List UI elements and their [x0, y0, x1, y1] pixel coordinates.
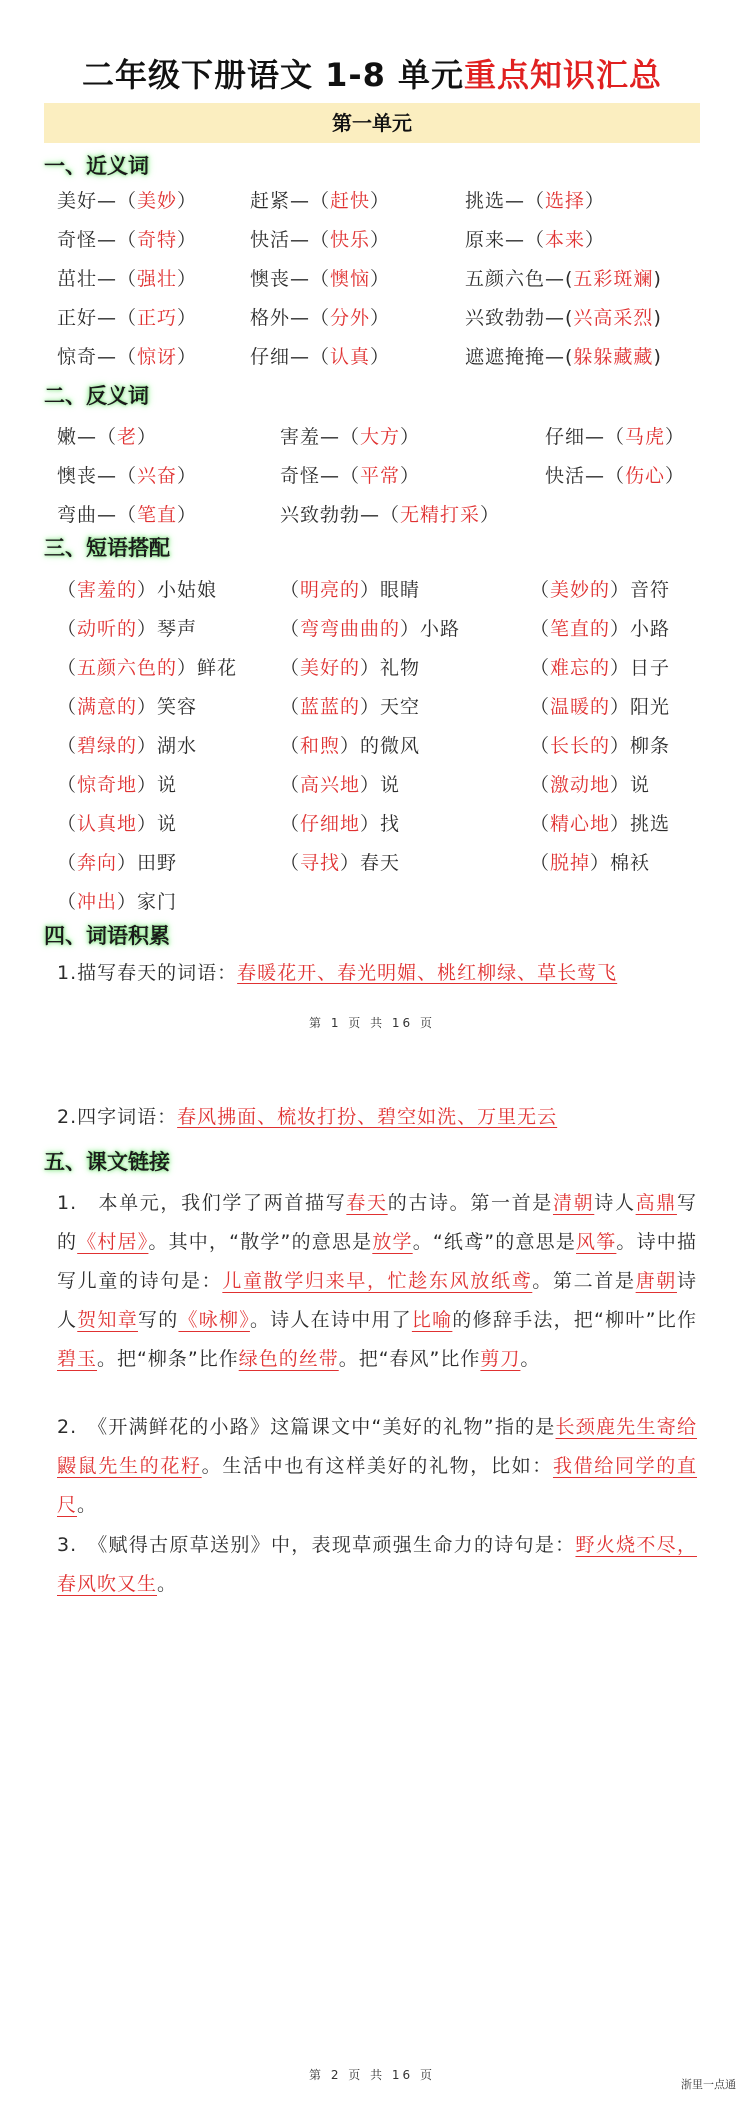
phrases-row — [0, 730, 744, 762]
paragraph-answer: 贺知章 — [77, 1309, 138, 1331]
phrases-answer: 碧绿的 — [77, 735, 138, 757]
title-highlight: 重点知识汇总 — [464, 56, 663, 94]
phrases-suffix: ）小路 — [400, 618, 461, 640]
synonyms-entry — [57, 302, 197, 334]
paragraph-text: 写的 — [137, 1309, 179, 1331]
antonyms-word: 奇怪—（ — [280, 465, 361, 487]
phrases-word: （ — [57, 657, 78, 679]
synonyms-entry — [250, 224, 390, 256]
antonyms-suffix: ） — [665, 426, 686, 448]
antonyms-entry — [545, 421, 685, 453]
antonyms-word: 仔细—（ — [545, 426, 626, 448]
phrases-suffix: ）音符 — [610, 579, 671, 601]
phrases-suffix: ）礼物 — [360, 657, 421, 679]
synonyms-row — [0, 341, 744, 373]
antonyms-suffix: ） — [665, 465, 686, 487]
section-heading-links: 五、课文链接 — [44, 1150, 170, 1174]
synonyms-suffix: ） — [585, 229, 606, 251]
paragraph-answer: 比喻 — [411, 1309, 453, 1331]
synonyms-row — [0, 263, 744, 295]
synonyms-entry — [57, 224, 197, 256]
section-heading-phrases: 三、短语搭配 — [44, 536, 170, 560]
phrases-word: （ — [530, 618, 551, 640]
synonyms-word: 五颜六色—( — [465, 268, 574, 290]
synonyms-suffix: ) — [653, 346, 662, 368]
phrases-entry — [57, 847, 177, 879]
synonyms-suffix: ） — [370, 307, 391, 329]
synonyms-answer: 惊讶 — [137, 346, 178, 368]
paragraph-text: 。 — [520, 1348, 541, 1370]
synonyms-suffix: ） — [585, 190, 606, 212]
phrases-word: （ — [280, 657, 301, 679]
phrases-word: （ — [57, 579, 78, 601]
antonyms-answer: 笔直 — [137, 504, 178, 526]
phrases-entry — [280, 574, 420, 606]
phrases-word: （ — [530, 813, 551, 835]
synonyms-answer: 美妙 — [137, 190, 178, 212]
synonyms-entry — [250, 302, 390, 334]
synonyms-answer: 选择 — [545, 190, 586, 212]
synonyms-entry — [57, 341, 197, 373]
watermark: 浙里一点通 — [681, 2078, 736, 2091]
phrases-row — [0, 847, 744, 879]
synonyms-suffix: ） — [177, 268, 198, 290]
phrases-entry — [57, 808, 177, 840]
synonyms-suffix: ） — [370, 190, 391, 212]
synonyms-suffix: ) — [653, 268, 662, 290]
antonyms-suffix: ） — [400, 426, 421, 448]
synonyms-suffix: ） — [177, 346, 198, 368]
phrases-answer: 奔向 — [77, 852, 118, 874]
antonyms-answer: 马虎 — [625, 426, 666, 448]
synonyms-word: 遮遮掩掩—( — [465, 346, 574, 368]
synonyms-answer: 分外 — [330, 307, 371, 329]
synonyms-answer: 五彩斑斓 — [573, 268, 654, 290]
synonyms-suffix: ） — [177, 229, 198, 251]
paragraph-answer: 野火烧不尽，春风吹又生 — [57, 1534, 697, 1595]
phrases-suffix: ）日子 — [610, 657, 671, 679]
phrases-entry — [530, 691, 670, 723]
synonyms-answer: 躲躲藏藏 — [573, 346, 654, 368]
accumulation-item-1-label: 1.描写春天的词语： — [57, 962, 238, 984]
paragraph-text: 。诗中描写儿童的诗句是： — [57, 1231, 697, 1292]
antonyms-row — [0, 421, 744, 453]
phrases-answer: 五颜六色的 — [77, 657, 178, 679]
antonyms-word: 懊丧—（ — [57, 465, 138, 487]
phrases-entry — [530, 613, 670, 645]
synonyms-answer: 赶快 — [330, 190, 371, 212]
phrases-row — [0, 769, 744, 801]
phrases-word: （ — [57, 774, 78, 796]
phrases-suffix: ）说 — [610, 774, 651, 796]
phrases-suffix: ）湖水 — [137, 735, 198, 757]
phrases-suffix: ）挑选 — [610, 813, 671, 835]
synonyms-entry — [465, 185, 605, 217]
synonyms-answer: 强壮 — [137, 268, 178, 290]
phrases-answer: 美好的 — [300, 657, 361, 679]
phrases-entry — [280, 847, 400, 879]
phrases-word: （ — [530, 696, 551, 718]
paragraph-1 — [57, 1184, 697, 1379]
phrases-answer: 仔细地 — [300, 813, 361, 835]
paragraph-answer: 碧玉 — [57, 1348, 98, 1370]
paragraph-answer: 风筝 — [576, 1231, 617, 1253]
paragraph-text: 3. 《赋得古原草送别》中，表现草顽强生命力的诗句是： — [57, 1534, 576, 1556]
phrases-entry — [57, 730, 197, 762]
paragraph-answer: 《咏柳》 — [178, 1309, 250, 1331]
accumulation-item-1 — [57, 958, 617, 985]
phrases-answer: 和煦 — [300, 735, 341, 757]
paragraph-text: 2. 《开满鲜花的小路》这篇课文中“美好的礼物”指的是 — [57, 1416, 556, 1438]
synonyms-row — [0, 224, 744, 256]
paragraph-text: 写的 — [57, 1192, 697, 1253]
phrases-answer: 满意的 — [77, 696, 138, 718]
synonyms-answer: 快乐 — [330, 229, 371, 251]
antonyms-entry — [57, 499, 197, 531]
antonyms-entry — [280, 460, 420, 492]
page-2 — [0, 1050, 744, 2104]
synonyms-suffix: ） — [177, 190, 198, 212]
phrases-suffix: ）柳条 — [610, 735, 671, 757]
antonyms-suffix: ） — [137, 426, 158, 448]
synonyms-word: 美好—（ — [57, 190, 138, 212]
phrases-word: （ — [280, 579, 301, 601]
phrases-entry — [530, 769, 650, 801]
phrases-entry — [530, 652, 670, 684]
antonyms-row — [0, 460, 744, 492]
paragraph-text: 。生活中也有这样美好的礼物，比如： — [201, 1455, 553, 1477]
synonyms-entry — [465, 263, 662, 295]
antonyms-answer: 伤心 — [625, 465, 666, 487]
antonyms-word: 弯曲—（ — [57, 504, 138, 526]
phrases-answer: 脱掉 — [550, 852, 591, 874]
phrases-entry — [280, 769, 400, 801]
phrases-word: （ — [280, 852, 301, 874]
antonyms-answer: 兴奋 — [137, 465, 178, 487]
synonyms-word: 原来—（ — [465, 229, 546, 251]
phrases-suffix: ）眼睛 — [360, 579, 421, 601]
phrases-word: （ — [57, 696, 78, 718]
phrases-row — [0, 574, 744, 606]
phrases-entry — [530, 808, 670, 840]
phrases-suffix: ）的微风 — [340, 735, 421, 757]
paragraph-answer: 《村居》 — [77, 1231, 149, 1253]
phrases-answer: 惊奇地 — [77, 774, 138, 796]
antonyms-answer: 大方 — [360, 426, 401, 448]
phrases-suffix: ）找 — [360, 813, 401, 835]
synonyms-entry — [250, 263, 390, 295]
antonyms-row — [0, 499, 744, 531]
phrases-suffix: ）鲜花 — [177, 657, 238, 679]
paragraph-answer: 清朝 — [552, 1192, 595, 1214]
phrases-suffix: ）琴声 — [137, 618, 198, 640]
synonyms-word: 兴致勃勃—( — [465, 307, 574, 329]
phrases-word: （ — [530, 579, 551, 601]
phrases-answer: 寻找 — [300, 852, 341, 874]
paragraph-3 — [57, 1526, 697, 1604]
synonyms-suffix: ) — [653, 307, 662, 329]
phrases-entry — [530, 847, 650, 879]
phrases-answer: 害羞的 — [77, 579, 138, 601]
antonyms-entry — [280, 499, 500, 531]
phrases-answer: 高兴地 — [300, 774, 361, 796]
phrases-word: （ — [280, 618, 301, 640]
paragraph-text: 。其中，“散学”的意思是 — [148, 1231, 373, 1253]
title-main: 二年级下册语文 1-8 单元 — [81, 56, 465, 94]
phrases-entry — [57, 613, 197, 645]
paragraph-text: 诗人 — [57, 1270, 697, 1331]
paragraph-text: 。 — [157, 1573, 178, 1595]
phrases-word: （ — [57, 813, 78, 835]
phrases-word: （ — [280, 696, 301, 718]
phrases-word: （ — [280, 735, 301, 757]
phrases-word: （ — [57, 891, 78, 913]
paragraph-text: 的修辞手法，把“柳叶”比作 — [452, 1309, 697, 1331]
paragraph-text: 。“纸鸢”的意思是 — [412, 1231, 577, 1253]
antonyms-entry — [545, 460, 685, 492]
synonyms-word: 格外—（ — [250, 307, 331, 329]
synonyms-suffix: ） — [370, 268, 391, 290]
phrases-suffix: ）家门 — [117, 891, 178, 913]
synonyms-word: 挑选—（ — [465, 190, 546, 212]
synonyms-word: 快活—（ — [250, 229, 331, 251]
antonyms-word: 快活—（ — [545, 465, 626, 487]
paragraph-text: 。第二首是 — [532, 1270, 636, 1292]
phrases-word: （ — [530, 657, 551, 679]
synonyms-answer: 认真 — [330, 346, 371, 368]
phrases-suffix: ）小路 — [610, 618, 671, 640]
phrases-answer: 弯弯曲曲的 — [300, 618, 401, 640]
phrases-answer: 动听的 — [77, 618, 138, 640]
paragraph-answer: 高鼎 — [635, 1192, 677, 1214]
phrases-entry — [280, 691, 420, 723]
phrases-row — [0, 886, 744, 918]
synonyms-suffix: ） — [370, 229, 391, 251]
antonyms-answer: 无精打采 — [400, 504, 481, 526]
phrases-suffix: ）说 — [137, 774, 178, 796]
phrases-answer: 长长的 — [550, 735, 611, 757]
phrases-entry — [530, 730, 670, 762]
antonyms-entry — [57, 421, 157, 453]
phrases-answer: 激动地 — [550, 774, 611, 796]
phrases-row — [0, 691, 744, 723]
antonyms-word: 害羞—（ — [280, 426, 361, 448]
synonyms-answer: 正巧 — [137, 307, 178, 329]
phrases-suffix: ）棉袄 — [590, 852, 651, 874]
page-footer: 第 1 页 共 16 页 — [309, 1016, 435, 1030]
phrases-entry — [57, 691, 197, 723]
phrases-suffix: ）笑容 — [137, 696, 198, 718]
phrases-answer: 冲出 — [77, 891, 118, 913]
page-footer: 第 2 页 共 16 页 — [309, 2068, 435, 2082]
paragraph-text: 1. 本单元，我们学了两首描写 — [57, 1192, 347, 1214]
phrases-answer: 温暖的 — [550, 696, 611, 718]
synonyms-answer: 兴高采烈 — [573, 307, 654, 329]
unit-banner: 第一单元 — [44, 103, 700, 143]
paragraph-answer: 绿色的丝带 — [238, 1348, 339, 1370]
phrases-suffix: ）天空 — [360, 696, 421, 718]
page-1 — [0, 0, 744, 1050]
antonyms-answer: 老 — [117, 426, 138, 448]
document-title — [0, 50, 744, 96]
phrases-answer: 难忘的 — [550, 657, 611, 679]
phrases-entry — [530, 574, 670, 606]
synonyms-suffix: ） — [177, 307, 198, 329]
antonyms-suffix: ） — [480, 504, 501, 526]
phrases-suffix: ）小姑娘 — [137, 579, 218, 601]
synonyms-entry — [465, 341, 662, 373]
synonyms-row — [0, 185, 744, 217]
paragraph-text: 。把“春风”比作 — [338, 1348, 481, 1370]
synonyms-word: 仔细—（ — [250, 346, 331, 368]
phrases-entry — [280, 808, 400, 840]
paragraph-answer: 长颈鹿先生寄给鼹鼠先生的花籽 — [57, 1416, 697, 1477]
phrases-answer: 笔直的 — [550, 618, 611, 640]
paragraph-2 — [57, 1408, 697, 1525]
synonyms-entry — [465, 302, 662, 334]
section-heading-synonyms: 一、近义词 — [44, 154, 149, 178]
phrases-answer: 蓝蓝的 — [300, 696, 361, 718]
paragraph-answer: 春天 — [346, 1192, 388, 1214]
phrases-entry — [57, 574, 217, 606]
phrases-suffix: ）阳光 — [610, 696, 671, 718]
phrases-answer: 认真地 — [77, 813, 138, 835]
accumulation-item-2-answer: 春风拂面、梳妆打扮、碧空如洗、万里无云 — [177, 1106, 558, 1128]
synonyms-word: 懊丧—（ — [250, 268, 331, 290]
phrases-entry — [280, 730, 420, 762]
phrases-suffix: ）说 — [137, 813, 178, 835]
synonyms-suffix: ） — [370, 346, 391, 368]
phrases-entry — [280, 613, 460, 645]
synonyms-entry — [250, 185, 390, 217]
paragraph-answer: 唐朝 — [635, 1270, 677, 1292]
paragraph-answer: 我借给同学的直尺 — [57, 1455, 697, 1516]
phrases-word: （ — [57, 618, 78, 640]
section-heading-antonyms: 二、反义词 — [44, 384, 149, 408]
phrases-answer: 美妙的 — [550, 579, 611, 601]
paragraph-answer: 放学 — [372, 1231, 413, 1253]
phrases-row — [0, 652, 744, 684]
synonyms-word: 惊奇—（ — [57, 346, 138, 368]
paragraph-answer: 剪刀 — [480, 1348, 521, 1370]
section-heading-accumulation: 四、词语积累 — [44, 924, 170, 948]
synonyms-row — [0, 302, 744, 334]
synonyms-entry — [57, 185, 197, 217]
antonyms-answer: 平常 — [360, 465, 401, 487]
antonyms-suffix: ） — [177, 465, 198, 487]
phrases-entry — [57, 652, 237, 684]
paragraph-text: 诗人 — [594, 1192, 636, 1214]
antonyms-suffix: ） — [400, 465, 421, 487]
synonyms-word: 奇怪—（ — [57, 229, 138, 251]
paragraph-text: 。诗人在诗中用了 — [249, 1309, 412, 1331]
phrases-word: （ — [530, 774, 551, 796]
phrases-answer: 精心地 — [550, 813, 611, 835]
antonyms-entry — [280, 421, 420, 453]
paragraph-answer: 儿童散学归来早，忙趁东风放纸鸢 — [222, 1270, 533, 1292]
phrases-word: （ — [280, 813, 301, 835]
synonyms-entry — [465, 224, 605, 256]
antonyms-word: 兴致勃勃—（ — [280, 504, 401, 526]
phrases-word: （ — [57, 735, 78, 757]
synonyms-word: 正好—（ — [57, 307, 138, 329]
phrases-suffix: ）田野 — [117, 852, 178, 874]
synonyms-answer: 本来 — [545, 229, 586, 251]
synonyms-word: 茁壮—（ — [57, 268, 138, 290]
paragraph-text: 的古诗。第一首是 — [387, 1192, 553, 1214]
phrases-word: （ — [530, 852, 551, 874]
phrases-suffix: ）说 — [360, 774, 401, 796]
phrases-answer: 明亮的 — [300, 579, 361, 601]
antonyms-suffix: ） — [177, 504, 198, 526]
phrases-row — [0, 613, 744, 645]
accumulation-item-2-label: 2.四字词语： — [57, 1106, 178, 1128]
synonyms-word: 赶紧—（ — [250, 190, 331, 212]
phrases-word: （ — [57, 852, 78, 874]
synonyms-entry — [57, 263, 197, 295]
phrases-suffix: ）春天 — [340, 852, 401, 874]
synonyms-answer: 奇特 — [137, 229, 178, 251]
phrases-word: （ — [280, 774, 301, 796]
paragraph-text: 。把“柳条”比作 — [97, 1348, 239, 1370]
phrases-entry — [57, 886, 177, 918]
phrases-entry — [280, 652, 420, 684]
synonyms-entry — [250, 341, 390, 373]
phrases-row — [0, 808, 744, 840]
synonyms-answer: 懊恼 — [330, 268, 371, 290]
phrases-entry — [57, 769, 177, 801]
accumulation-item-1-answer: 春暖花开、春光明媚、桃红柳绿、草长莺飞 — [237, 962, 618, 984]
accumulation-item-2 — [57, 1102, 557, 1129]
antonyms-word: 嫩—（ — [57, 426, 118, 448]
phrases-word: （ — [530, 735, 551, 757]
paragraph-text: 。 — [77, 1494, 98, 1516]
antonyms-entry — [57, 460, 197, 492]
